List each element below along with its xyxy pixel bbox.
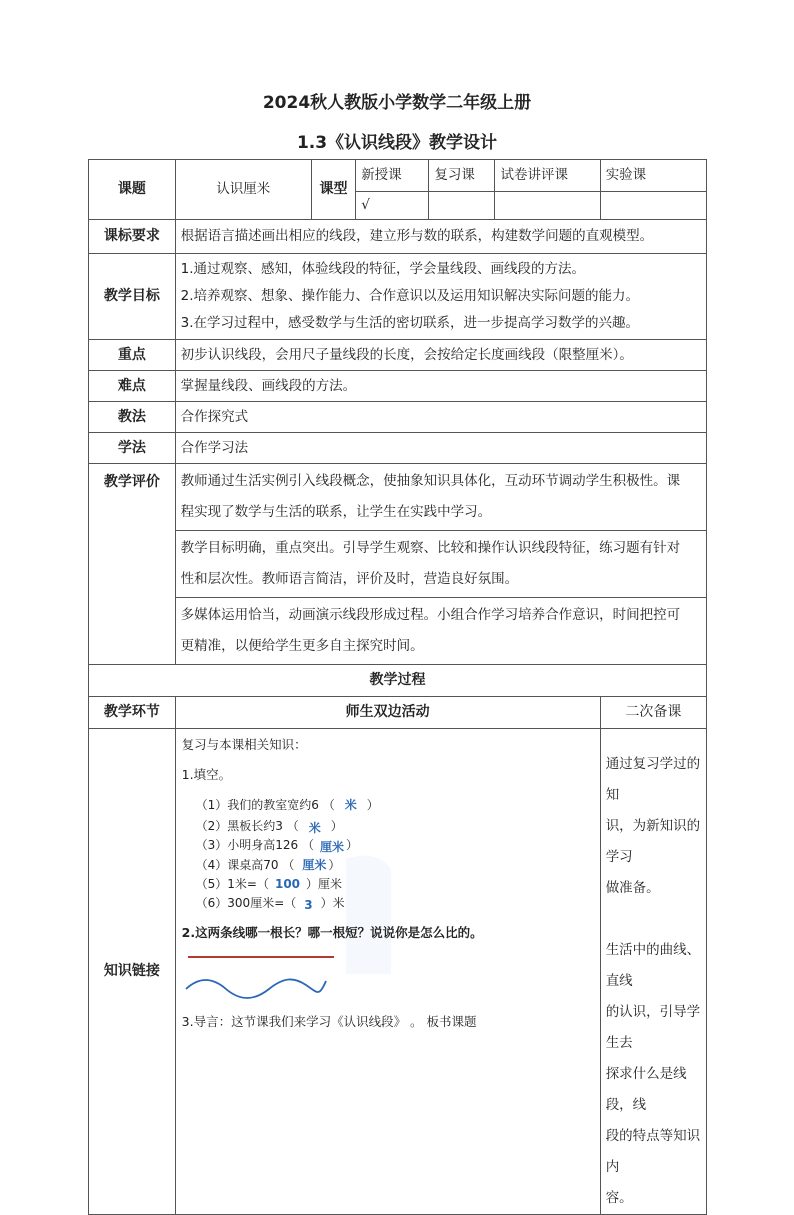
evaluation-line: 多媒体运用恰当，动画演示线段形成过程。小组合作学习培养合作意识，时间把控可	[180, 607, 681, 623]
fill-item: （6）300厘米=（ 3 ）米	[195, 896, 345, 912]
fill-answer: 米	[344, 798, 357, 812]
prep-note-line: 容。	[605, 1190, 633, 1206]
goal-item: 2.培养观察、想象、操作能力、合作意识以及运用知识解决实际问题的能力。	[180, 288, 640, 304]
process-section-title: 教学过程	[89, 665, 707, 697]
evaluation-block	[176, 597, 706, 664]
prep-notes	[600, 729, 706, 1215]
fill-item: （3）小明身高126 （ 厘米 ）	[195, 838, 359, 854]
curved-line-figure	[184, 975, 334, 1003]
prep-note-line: 的认识，引导学生去	[605, 1004, 701, 1051]
topic-value: 认识厘米	[175, 160, 311, 220]
type-new: 新授课	[356, 160, 429, 192]
evaluation-block	[176, 464, 706, 530]
standard-label: 课标要求	[89, 220, 176, 254]
difficulty-label: 难点	[89, 371, 176, 402]
type-empty-cell	[429, 192, 495, 220]
evaluation-line: 性和层次性。教师语言简洁，评价及时，营造良好氛围。	[180, 571, 519, 587]
activity-column-header: 师生双边活动	[175, 697, 600, 729]
fill-answer: 厘米	[320, 840, 345, 854]
fill-answer: 厘米	[302, 858, 327, 872]
standard-value: 根据语言描述画出相应的线段，建立形与数的联系，构建数学问题的直观模型。	[175, 220, 706, 254]
stage-name: 知识链接	[89, 729, 176, 1215]
prep-note-line: 做准备。	[605, 880, 660, 896]
lesson-plan-table	[88, 159, 707, 1215]
straight-line-figure	[188, 956, 334, 958]
question-1-title: 1.填空。	[181, 767, 232, 782]
learning-method-label: 学法	[89, 433, 176, 464]
type-empty-cell	[495, 192, 600, 220]
document-title: 2024秋人教版小学数学二年级上册	[262, 93, 532, 113]
fill-item: （2）黑板长约3 （ 米 ）	[195, 819, 343, 835]
fill-answer: 米	[308, 821, 321, 835]
evaluation-line: 教师通过生活实例引入线段概念，使抽象知识具体化，互动环节调动学生积极性。课	[180, 473, 681, 489]
type-empty-cell	[600, 192, 706, 220]
review-intro: 复习与本课相关知识：	[181, 737, 307, 752]
type-lab: 实验课	[600, 160, 706, 192]
prep-note-line: 通过复习学过的知	[605, 756, 701, 803]
question-2: 2.这两条线哪一根长？哪一根短？说说你是怎么比的。	[181, 925, 483, 940]
prep-note-line: 生活中的曲线、直线	[605, 942, 701, 989]
activity-content	[175, 729, 600, 1215]
evaluation-blocks	[175, 464, 706, 665]
type-exam: 试卷讲评课	[495, 160, 600, 192]
key-point-value: 初步认识线段，会用尺子量线段的长度，会按给定长度画线段（限整厘米）。	[175, 340, 706, 371]
goal-item: 3.在学习过程中，感受数学与生活的密切联系，进一步提高学习数学的兴趣。	[180, 315, 640, 331]
teaching-method-label: 教法	[89, 402, 176, 433]
evaluation-line: 程实现了数学与生活的联系，让学生在实践中学习。	[180, 504, 492, 520]
evaluation-line: 教学目标明确，重点突出。引导学生观察、比较和操作认识线段特征，练习题有针对	[180, 540, 681, 556]
type-check-mark: √	[356, 192, 429, 220]
fill-item: （4）课桌高70 （ 厘米 ）	[195, 858, 341, 872]
evaluation-block	[176, 530, 706, 597]
teaching-method-value: 合作探究式	[175, 402, 706, 433]
fill-answer: 3	[304, 898, 313, 912]
faint-background-graphic	[336, 849, 396, 979]
evaluation-label: 教学评价	[89, 464, 176, 665]
prep-note-line: 探求什么是线段，线	[605, 1066, 687, 1113]
fill-item: （5）1米=（ 100 ）厘米	[195, 877, 343, 891]
evaluation-line: 更精准，以便给学生更多自主探究时间。	[180, 638, 424, 654]
goal-item: 1.通过观察、感知，体验线段的特征，学会量线段、画线段的方法。	[180, 261, 586, 277]
fill-item: （1）我们的教室宽约6 （ 米 ）	[195, 798, 379, 812]
prep-note-line: 段的特点等知识内	[605, 1128, 701, 1175]
key-point-label: 重点	[89, 340, 176, 371]
prep-note-line	[606, 904, 701, 935]
stage-column-header: 教学环节	[89, 697, 176, 729]
fill-answer: 100	[274, 877, 301, 891]
topic-label: 课题	[89, 160, 176, 220]
type-review: 复习课	[429, 160, 495, 192]
prep-note-line: 识，为新知识的学习	[605, 818, 701, 865]
prep-column-header: 二次备课	[600, 697, 706, 729]
difficulty-value: 掌握量线段、画线段的方法。	[175, 371, 706, 402]
type-label: 课型	[311, 160, 355, 220]
document-subtitle: 1.3《认识线段》教学设计	[296, 133, 498, 153]
goals-label: 教学目标	[89, 254, 176, 340]
learning-method-value: 合作学习法	[175, 433, 706, 464]
question-3: 3.导言：这节课我们来学习《认识线段》 。 板书课题	[181, 1014, 477, 1029]
goals-list	[175, 254, 706, 340]
